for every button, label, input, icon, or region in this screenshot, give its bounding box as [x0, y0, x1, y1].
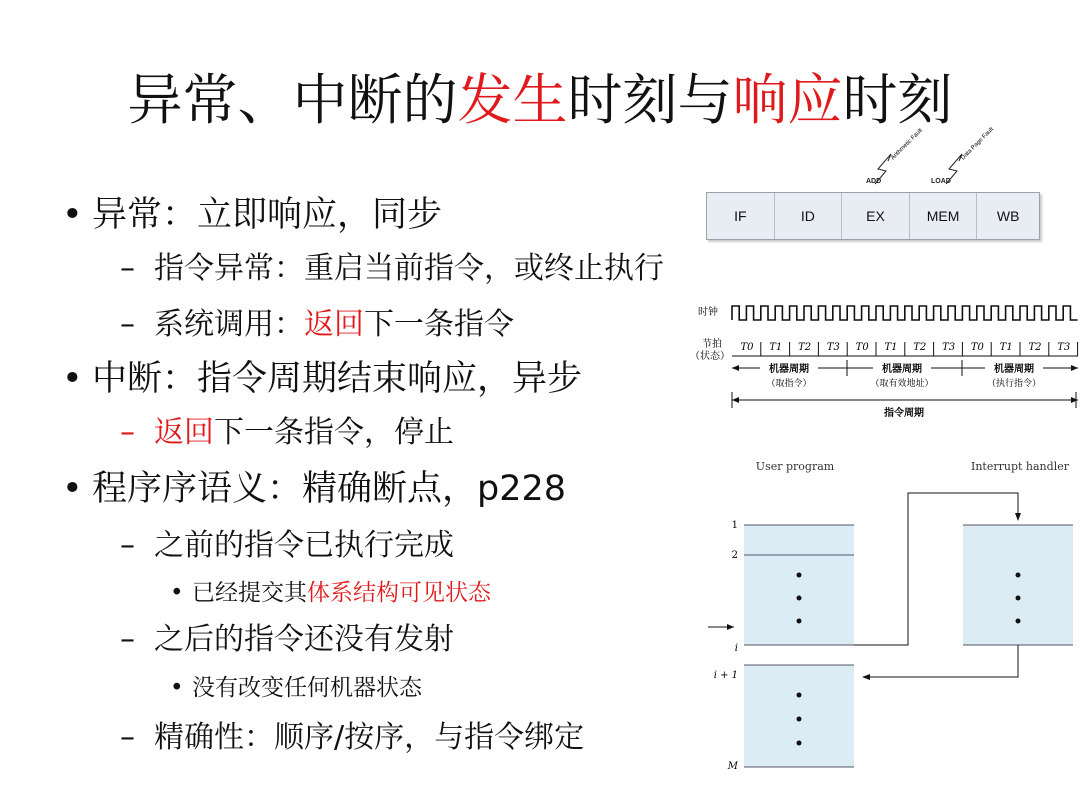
- beat-label-t: T0: [970, 342, 984, 353]
- bullet-text: 下一条指令: [364, 307, 514, 342]
- beat-label-t: T1: [999, 342, 1013, 353]
- sub-sub-bullet: [170, 673, 422, 703]
- bullet-text: 指令异常：重启当前指令，或终止执行: [154, 251, 664, 286]
- title-highlight-occur: 发生: [457, 68, 568, 132]
- fault-stage-load: LOAD: [931, 178, 951, 185]
- beat-label-t: T2: [1028, 342, 1042, 353]
- bullet-dot-icon: •: [62, 359, 83, 399]
- arrow-right-icon: [727, 624, 734, 630]
- bullet-dot-icon: •: [62, 469, 83, 509]
- bullet-dot-icon: •: [170, 675, 184, 701]
- ellipsis-dot: [1016, 619, 1021, 624]
- bullet-highlight: 返回: [154, 415, 214, 450]
- bullet-text: 精确性：顺序/按序，与指令绑定: [154, 720, 585, 755]
- title-text: 时刻与: [567, 68, 733, 132]
- stage-wb: WB: [996, 208, 1020, 224]
- bullet-text: 异常：立即响应，同步: [92, 195, 443, 235]
- title-text: 异常、中断的: [127, 68, 458, 132]
- ellipsis-dot: [797, 693, 802, 698]
- cycle-label: 机器周期: [994, 364, 1034, 375]
- bullet-text: 之后的指令还没有发射: [154, 622, 454, 657]
- instr-cycle-label: 指令周期: [884, 408, 924, 419]
- bullet-text: 系统调用：: [154, 307, 304, 342]
- bullet-exception: [62, 193, 442, 237]
- beat-label-t: T0: [855, 342, 869, 353]
- fault-label: Arithmetic Fault: [890, 127, 924, 162]
- ellipsis-dot: [797, 573, 802, 578]
- interrupt-handler-label: Interrupt handler: [971, 460, 1069, 473]
- bullet-text: 已经提交其: [192, 580, 307, 606]
- title-highlight-respond: 响应: [732, 68, 843, 132]
- return-path: [868, 645, 1018, 677]
- dash-icon: –: [120, 251, 135, 286]
- stage-mem: MEM: [910, 193, 978, 239]
- cycle-label: 机器周期: [769, 364, 809, 375]
- fault-label: Data Page Fault: [960, 126, 996, 162]
- beat-label-t: T2: [798, 342, 812, 353]
- bullet-precise: [62, 467, 566, 511]
- sub-sub-bullet: [170, 578, 491, 608]
- stage-if: IF: [707, 193, 775, 239]
- sub-bullet: [120, 250, 664, 288]
- arrow-down-icon: [1015, 513, 1021, 521]
- stage-ex: EX: [842, 193, 910, 239]
- line-mark: 1: [731, 520, 738, 531]
- ellipsis-dot: [797, 741, 802, 746]
- bullet-highlight: 返回: [304, 307, 364, 342]
- sub-bullet: [120, 527, 454, 565]
- interrupt-diagram: [700, 455, 1078, 775]
- bullet-text: 下一条指令，停止: [214, 415, 454, 450]
- fault-stage-add: ADD: [866, 178, 882, 185]
- dash-icon: –: [120, 415, 135, 450]
- user-program-block-top: [744, 525, 854, 645]
- ellipsis-dot: [797, 596, 802, 601]
- line-mark: 2: [731, 550, 738, 561]
- dash-icon: –: [120, 307, 135, 342]
- arrow-left-icon: [732, 397, 739, 403]
- arrow-left-icon: [862, 674, 870, 680]
- beat-label-t: T3: [826, 342, 840, 353]
- line-mark: i: [734, 643, 738, 654]
- beat-label-t: T3: [1057, 342, 1071, 353]
- timing-diagram: [690, 298, 1080, 428]
- pipeline-stages: [706, 192, 1040, 240]
- state-label: （状态）: [690, 351, 730, 362]
- beat-label-t: T3: [942, 342, 956, 353]
- line-mark: M: [727, 761, 738, 772]
- dash-icon: –: [120, 622, 135, 657]
- arrow-right-icon: [1071, 397, 1078, 403]
- ellipsis-dot: [797, 717, 802, 722]
- arrow-right-icon: [1071, 365, 1078, 371]
- sub-bullet: [120, 719, 584, 757]
- dash-icon: –: [120, 720, 135, 755]
- cycle-sub-label: （取指令）: [766, 379, 812, 389]
- cycle-sub-label: （取有效地址）: [870, 379, 934, 389]
- clock-label: 时钟: [698, 307, 718, 318]
- handler-block: [963, 525, 1073, 645]
- line-mark: i + 1: [713, 670, 738, 681]
- arrow-left-icon: [732, 365, 739, 371]
- bullet-dot-icon: •: [170, 580, 184, 606]
- beat-label: 节拍: [702, 339, 722, 350]
- beat-label-t: T1: [769, 342, 783, 353]
- beat-label-t: T0: [740, 342, 754, 353]
- title-text: 时刻: [842, 68, 953, 132]
- dash-icon: –: [120, 528, 135, 563]
- bullet-dot-icon: •: [62, 195, 83, 235]
- beat-label-t: T2: [913, 342, 927, 353]
- bullet-text: 程序序语义：精确断点，p228: [92, 469, 567, 509]
- cycle-sub-label: （执行指令）: [986, 379, 1042, 389]
- ellipsis-dot: [797, 619, 802, 624]
- bullet-text: 之前的指令已执行完成: [154, 528, 454, 563]
- sub-bullet: [120, 306, 514, 344]
- ellipsis-dot: [1016, 573, 1021, 578]
- bullet-text: 中断：指令周期结束响应，异步: [92, 359, 583, 399]
- user-program-label: User program: [755, 460, 835, 473]
- bullet-text: 没有改变任何机器状态: [192, 675, 422, 701]
- bullet-interrupt: [62, 357, 582, 401]
- clock-waveform: [732, 306, 1078, 320]
- user-program-block-bottom: [744, 665, 854, 767]
- cycle-label: 机器周期: [882, 364, 922, 375]
- bullet-highlight: 体系结构可见状态: [307, 580, 491, 606]
- beat-label-t: T1: [884, 342, 898, 353]
- sub-bullet: [120, 414, 454, 452]
- ellipsis-dot: [1016, 596, 1021, 601]
- stage-id: ID: [775, 193, 843, 239]
- sub-bullet: [120, 621, 454, 659]
- beat-row: [740, 342, 1077, 356]
